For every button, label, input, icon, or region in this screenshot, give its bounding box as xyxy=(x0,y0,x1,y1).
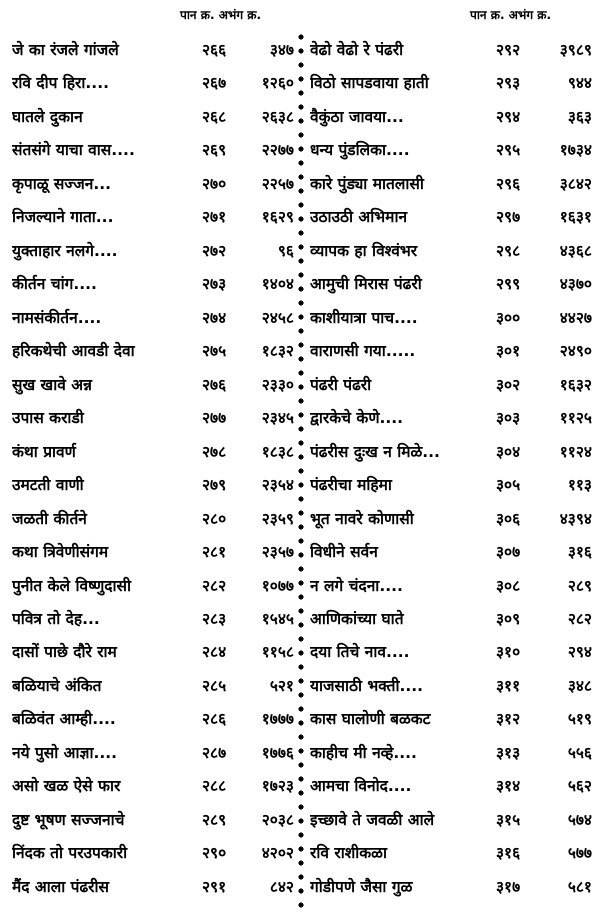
abhang-number: १७२३ xyxy=(261,777,294,796)
abhang-number: ९४४ xyxy=(567,74,592,93)
index-row xyxy=(310,138,592,171)
page-number: ३०९ xyxy=(496,609,521,628)
page-number: ३०७ xyxy=(496,543,521,562)
index-row xyxy=(12,339,294,372)
index-row xyxy=(12,707,294,740)
page-number: २७३ xyxy=(202,275,227,294)
abhang-number: ४३७० xyxy=(559,275,592,294)
abhang-number: २६३८ xyxy=(261,107,294,126)
index-row xyxy=(310,607,592,640)
index-row xyxy=(310,540,592,573)
abhang-number: ३४८ xyxy=(567,676,592,695)
page-number: २८२ xyxy=(202,576,227,595)
index-row xyxy=(310,674,592,707)
page-number: २७५ xyxy=(202,342,227,361)
index-row xyxy=(310,172,592,205)
abhang-number: ४२०२ xyxy=(261,844,294,863)
index-row xyxy=(310,38,592,71)
page-number: २९० xyxy=(202,844,227,863)
abhang-number: ९६ xyxy=(277,241,294,260)
page-number: २६६ xyxy=(202,41,227,59)
abhang-number: ३९८९ xyxy=(559,41,592,59)
abhang-number: ११३ xyxy=(567,476,592,495)
page-number: २८० xyxy=(202,509,227,528)
page-number: ३११ xyxy=(496,676,521,695)
abhang-title: कारे पुंड्या मातलासी xyxy=(310,174,424,193)
index-row xyxy=(310,574,592,607)
abhang-number: २९४ xyxy=(567,643,592,662)
abhang-number: ५१९ xyxy=(567,710,592,729)
index-row xyxy=(12,306,294,339)
abhang-title: निजल्याने गाता... xyxy=(12,208,114,227)
abhang-title: वेढो वेढो रे पंढरी xyxy=(310,41,404,59)
right-index-column xyxy=(310,38,592,908)
index-row xyxy=(12,205,294,238)
abhang-number: ११२४ xyxy=(559,442,592,461)
page-number: ३१५ xyxy=(496,810,521,829)
abhang-number: ३१६ xyxy=(567,543,592,562)
page-number: २८४ xyxy=(202,643,227,662)
abhang-title: बळियाचे अंकित xyxy=(12,676,102,695)
index-row xyxy=(12,774,294,807)
index-row xyxy=(310,105,592,138)
abhang-number: ५२१ xyxy=(269,676,294,695)
abhang-number: २२५७ xyxy=(261,174,294,193)
abhang-title: संतसंगे याचा वास.... xyxy=(12,141,135,160)
index-row xyxy=(310,875,592,908)
index-row xyxy=(12,741,294,774)
abhang-title: आणिकांच्या घाते xyxy=(310,609,404,628)
index-row xyxy=(310,507,592,540)
index-row xyxy=(310,406,592,439)
index-row xyxy=(12,607,294,640)
index-row xyxy=(310,272,592,305)
index-row xyxy=(12,473,294,506)
index-row xyxy=(12,808,294,841)
abhang-number: २३५७ xyxy=(261,543,294,562)
page-number: ३१२ xyxy=(496,710,521,729)
abhang-number: २३३० xyxy=(261,375,294,394)
page-number: ३१० xyxy=(496,643,521,662)
page-number-header: पान क्र. xyxy=(470,8,505,22)
abhang-title: मैंद आला पंढरीस xyxy=(12,877,110,896)
index-row xyxy=(12,540,294,573)
abhang-number: २०३८ xyxy=(261,810,294,829)
abhang-number: ११५८ xyxy=(261,643,294,662)
abhang-number: १२६० xyxy=(261,74,294,93)
abhang-title: वैकुंठा जावया... xyxy=(310,107,404,126)
abhang-title: कीर्तन चांग.... xyxy=(12,275,97,294)
index-row xyxy=(310,373,592,406)
index-row xyxy=(310,71,592,104)
abhang-title: गोडीपणे जैसा गुळ xyxy=(310,877,413,896)
index-row xyxy=(12,105,294,138)
abhang-title: उठाउठी अभिमान xyxy=(310,208,408,227)
abhang-title: जे का रंजले गांजले xyxy=(12,41,119,59)
index-row xyxy=(310,239,592,272)
index-row xyxy=(12,71,294,104)
abhang-title: काशीयात्रा पाच.... xyxy=(310,308,418,327)
abhang-title: उमटती वाणी xyxy=(12,476,84,495)
page-number: ३१६ xyxy=(496,844,521,863)
abhang-title: नये पुसो आज्ञा.... xyxy=(12,743,118,762)
abhang-title: पवित्र तो देह... xyxy=(12,609,100,628)
abhang-number: १८३८ xyxy=(261,442,294,461)
abhang-number: २४९० xyxy=(559,342,592,361)
page-number: २९६ xyxy=(496,174,521,193)
dotted-column-divider xyxy=(297,30,305,910)
page-number: २७० xyxy=(202,174,227,193)
index-row xyxy=(12,172,294,205)
page-number: ३१४ xyxy=(496,777,521,796)
index-row xyxy=(310,774,592,807)
index-row xyxy=(310,205,592,238)
page-number: २८८ xyxy=(202,777,227,796)
abhang-title: सुख खावे अन्न xyxy=(12,375,92,394)
abhang-number-header: अभंग क्र. xyxy=(508,8,552,22)
abhang-title: विठो सापडवाया हाती xyxy=(310,74,429,93)
page-number: ३०६ xyxy=(496,509,521,528)
abhang-title: नामसंकीर्तन.... xyxy=(12,308,102,327)
abhang-number: २३५४ xyxy=(261,476,294,495)
page-number: ३०३ xyxy=(496,409,521,428)
page-number: ३०१ xyxy=(496,342,521,361)
abhang-number: ४३९४ xyxy=(559,509,592,528)
abhang-title: बळिवंत आम्ही.... xyxy=(12,710,116,729)
abhang-title: पुनीत केले विष्णुदासी xyxy=(12,576,132,595)
abhang-number: १६३२ xyxy=(559,375,592,394)
page-number: ३१३ xyxy=(496,743,521,762)
page-number: २९८ xyxy=(496,241,521,260)
left-index-column xyxy=(12,38,294,908)
abhang-title: उपास कराडी xyxy=(12,409,84,428)
abhang-title: धन्य पुंडलिका.... xyxy=(310,141,410,160)
abhang-number: १४०४ xyxy=(261,275,294,294)
index-row xyxy=(12,507,294,540)
index-row xyxy=(12,875,294,908)
abhang-title: दया तिचे नाव.... xyxy=(310,643,410,662)
page-number: २७२ xyxy=(202,241,227,260)
index-row xyxy=(12,841,294,874)
abhang-title: दासों पाछे दौरे राम xyxy=(12,643,117,662)
abhang-number: १६२९ xyxy=(261,208,294,227)
abhang-title: असो खळ ऐसे फार xyxy=(12,777,121,796)
abhang-title: रवि राशीकळा xyxy=(310,844,387,863)
abhang-number: ५७४ xyxy=(567,810,592,829)
abhang-title: पंढरीचा महिमा xyxy=(310,476,392,495)
abhang-title: कास घालोणी बळकट xyxy=(310,710,431,729)
page-number: २८६ xyxy=(202,710,227,729)
index-row xyxy=(12,38,294,71)
abhang-title: आमुची मिरास पंढरी xyxy=(310,275,422,294)
abhang-title: हरिकथेची आवडी देवा xyxy=(12,342,135,361)
page-number: २७४ xyxy=(202,308,227,327)
page-number: ३०८ xyxy=(496,576,521,595)
abhang-number: ५८१ xyxy=(567,877,592,896)
abhang-number: ३४७ xyxy=(269,41,294,59)
abhang-title: न लगे चंदना.... xyxy=(310,576,403,595)
abhang-title: कंथा प्रावर्ण xyxy=(12,442,76,461)
abhang-number: ४४२७ xyxy=(559,308,592,327)
abhang-title: वाराणसी गया..... xyxy=(310,342,416,361)
abhang-number: २८९ xyxy=(567,576,592,595)
abhang-number: २४५८ xyxy=(261,308,294,327)
abhang-number: १६३१ xyxy=(559,208,592,227)
page-number: २६९ xyxy=(202,141,227,160)
page-number: २९४ xyxy=(496,107,521,126)
page-number: ३०२ xyxy=(496,375,521,394)
abhang-title: इच्छावे ते जवळी आले xyxy=(310,810,435,829)
abhang-title: दुष्ट भूषण सज्जनाचे xyxy=(12,810,125,829)
page-number: २८९ xyxy=(202,810,227,829)
page-number: २७९ xyxy=(202,476,227,495)
page-number: २७८ xyxy=(202,442,227,461)
abhang-number: ४३६८ xyxy=(559,241,592,260)
right-column-header xyxy=(470,6,551,23)
abhang-title: व्यापक हा विश्वंभर xyxy=(310,241,418,260)
page-number: २९३ xyxy=(496,74,521,93)
abhang-title: पंढरीस दुःख न मिळे... xyxy=(310,442,440,461)
abhang-number: १७७६ xyxy=(261,743,294,762)
index-row xyxy=(12,373,294,406)
abhang-title: आमचा विनोद.... xyxy=(310,777,412,796)
abhang-number-header: अभंग क्र. xyxy=(218,8,262,22)
index-row xyxy=(310,741,592,774)
page-number: २९१ xyxy=(202,877,227,896)
index-row xyxy=(310,339,592,372)
abhang-title: याजसाठी भक्ती.... xyxy=(310,676,424,695)
page-number: २७७ xyxy=(202,409,227,428)
abhang-title: कृपाळू सज्जन... xyxy=(12,174,112,193)
page-number: २९५ xyxy=(496,141,521,160)
abhang-title: निंदक तो परउपकारी xyxy=(12,844,128,863)
page-number: २८५ xyxy=(202,676,227,695)
abhang-title: पंढरी पंढरी xyxy=(310,375,372,394)
page-number: २७६ xyxy=(202,375,227,394)
index-row xyxy=(310,640,592,673)
abhang-title: कथा त्रिवेणीसंगम xyxy=(12,543,109,562)
index-row xyxy=(12,640,294,673)
index-row xyxy=(310,841,592,874)
abhang-number: ५७७ xyxy=(567,844,592,863)
page-number: २६८ xyxy=(202,107,227,126)
index-row xyxy=(310,306,592,339)
page-number: २८१ xyxy=(202,543,227,562)
page-number: २८७ xyxy=(202,743,227,762)
abhang-number: ८४२ xyxy=(269,877,294,896)
abhang-number: २३५९ xyxy=(261,509,294,528)
page-number-header: पान क्र. xyxy=(180,8,215,22)
abhang-number: ५५६ xyxy=(567,743,592,762)
page-number: २८३ xyxy=(202,609,227,628)
page-number: ३०० xyxy=(496,308,521,327)
page-number: २७१ xyxy=(202,208,227,227)
abhang-number: ३६३ xyxy=(567,107,592,126)
abhang-title: जळती कीर्तने xyxy=(12,509,87,528)
abhang-title: भूत नावरे कोणासी xyxy=(310,509,414,528)
page-number: २९९ xyxy=(496,275,521,294)
abhang-number: १८३२ xyxy=(261,342,294,361)
index-row xyxy=(12,239,294,272)
page-number: ३१७ xyxy=(496,877,521,896)
abhang-number: ११२५ xyxy=(559,409,592,428)
abhang-number: २३४५ xyxy=(261,409,294,428)
abhang-number: ३८४२ xyxy=(559,174,592,193)
abhang-number: २८२ xyxy=(567,609,592,628)
page-number: २९२ xyxy=(496,41,521,59)
abhang-title: विधीने सर्वन xyxy=(310,543,378,562)
abhang-title: घातले दुकान xyxy=(12,107,83,126)
index-row xyxy=(310,808,592,841)
index-row xyxy=(12,574,294,607)
index-row xyxy=(12,406,294,439)
page-number: ३०५ xyxy=(496,476,521,495)
index-row xyxy=(12,440,294,473)
abhang-number: ५६२ xyxy=(567,777,592,796)
page-number: २९७ xyxy=(496,208,521,227)
abhang-title: काहीच मी नव्हे.... xyxy=(310,743,417,762)
left-column-header xyxy=(180,6,261,23)
index-row xyxy=(310,473,592,506)
index-row xyxy=(12,674,294,707)
abhang-title: द्वारकेचे केणे.... xyxy=(310,409,404,428)
abhang-number: १७७७ xyxy=(261,710,294,729)
abhang-number: १५४५ xyxy=(261,609,294,628)
page-number: ३०४ xyxy=(496,442,521,461)
index-row xyxy=(12,138,294,171)
page-number: २६७ xyxy=(202,74,227,93)
abhang-number: १७३४ xyxy=(559,141,592,160)
index-row xyxy=(310,707,592,740)
abhang-number: १०७७ xyxy=(261,576,294,595)
abhang-title: रवि दीप हिरा.... xyxy=(12,74,109,93)
index-row xyxy=(310,440,592,473)
abhang-number: २२७७ xyxy=(261,141,294,160)
abhang-title: युक्ताहार नलगे.... xyxy=(12,241,118,260)
index-row xyxy=(12,272,294,305)
